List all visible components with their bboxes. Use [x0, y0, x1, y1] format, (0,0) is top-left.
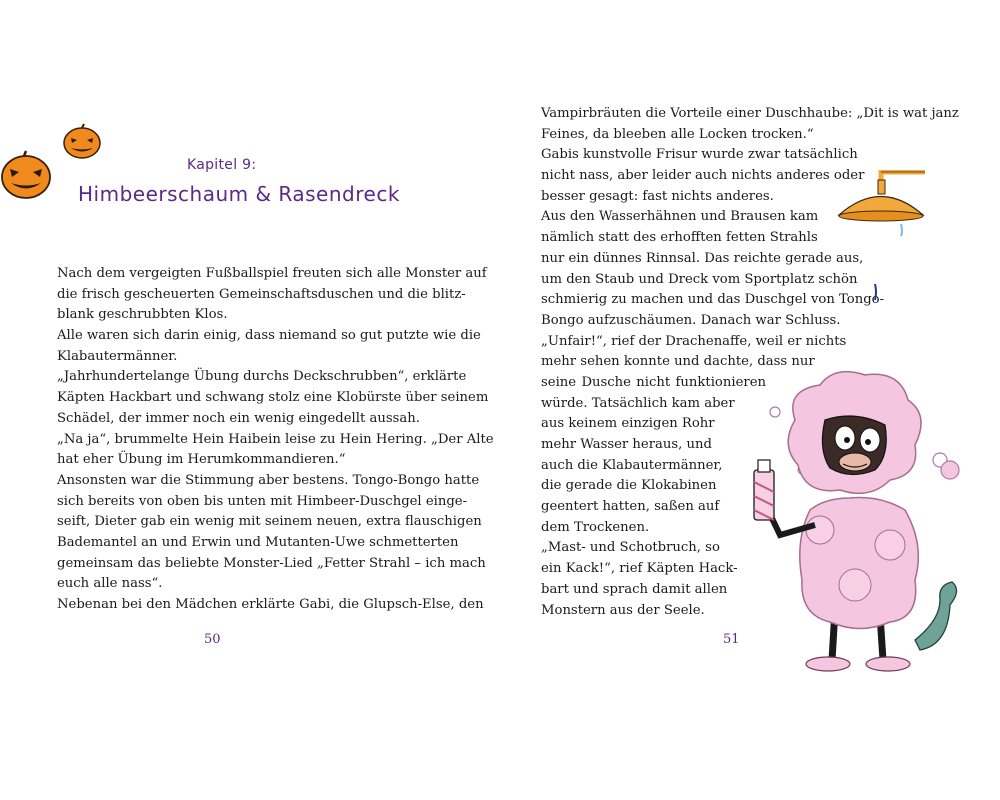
- text-line: „Jahrhundertelange Übung durchs Deckschrubben“, erklärte: [57, 369, 467, 385]
- text-line: besser gesagt: fast nichts anderes.: [541, 188, 774, 204]
- text-line: würde. Tatsächlich kam aber: [541, 395, 735, 411]
- left-page-body-text: [57, 264, 494, 616]
- text-line: euch alle nass“.: [57, 576, 163, 592]
- text-line: die frisch gescheuerten Gemeinschaftsduschen und die blitz-: [57, 286, 466, 302]
- text-line: „Unfair!“, rief der Drachenaffe, weil er nichts: [541, 333, 847, 349]
- text-line: Bongo aufzuschäumen. Danach war Schluss.: [541, 312, 841, 328]
- text-line: sich bereits von oben bis unten mit Himbeer-Duschgel einge-: [57, 493, 468, 509]
- page-number: 51: [723, 632, 740, 647]
- pumpkin-icon: [0, 150, 52, 200]
- page-number: 50: [204, 632, 221, 647]
- chapter-title: Himbeerschaum & Rasendreck: [78, 182, 400, 206]
- chapter-label: Kapitel 9:: [187, 157, 257, 173]
- text-line: nicht nass, aber leider auch nichts anderes oder: [541, 168, 865, 184]
- text-line: Schädel, der immer noch ein wenig eingedellt aussah.: [57, 410, 420, 426]
- text-line: Käpten Hackbart und schwang stolz eine Klobürste über seinem: [57, 390, 489, 406]
- shower-head-icon: [833, 170, 925, 310]
- text-line: nur ein dünnes Rinnsal. Das reichte gerade aus,: [541, 250, 864, 266]
- text-line: ein Kack!“, rief Käpten Hack-: [541, 561, 738, 577]
- text-line: „Mast- und Schotbruch, so: [541, 540, 720, 556]
- text-line: auch die Klabautermänner,: [541, 457, 723, 473]
- text-line: Nach dem vergeigten Fußballspiel freuten sich alle Monster auf: [57, 266, 487, 281]
- text-line: bart und sprach damit allen: [541, 581, 728, 597]
- text-line: mehr sehen konnte und dachte, dass nur: [541, 354, 815, 370]
- text-line: hat eher Übung im Herumkommandieren.“: [57, 452, 346, 468]
- text-line: Vampirbräuten die Vorteile einer Duschhaube: „Dit is wat janz: [541, 106, 959, 121]
- text-line: die gerade die Klokabinen: [541, 478, 717, 494]
- text-line: seine Dusche nicht funktionieren: [541, 374, 766, 390]
- text-line: Monstern aus der Seele.: [541, 602, 705, 618]
- text-line: um den Staub und Dreck vom Sportplatz schön: [541, 271, 858, 287]
- text-line: nämlich statt des erhofften fetten Strahls: [541, 230, 818, 246]
- text-line: Nebenan bei den Mädchen erklärte Gabi, die Glupsch-Else, den: [57, 597, 484, 612]
- text-line: Ansonsten war die Stimmung aber bestens. Tongo-Bongo hatte: [57, 472, 480, 488]
- text-line: Gabis kunstvolle Frisur wurde zwar tatsächlich: [541, 147, 858, 163]
- text-line: geentert hatten, saßen auf: [541, 499, 720, 515]
- text-line: seift, Dieter gab ein wenig mit seinem neuen, extra flauschigen: [57, 514, 482, 530]
- text-line: aus keinem einzigen Rohr: [541, 416, 715, 432]
- right-page: [500, 0, 1000, 800]
- text-line: gemeinsam das beliebte Monster-Lied „Fetter Strahl – ich mach: [57, 555, 486, 571]
- text-line: dem Trockenen.: [541, 519, 650, 535]
- text-line: „Na ja“, brummelte Hein Haibein leise zu Hein Hering. „Der Alte: [57, 431, 494, 447]
- text-line: mehr Wasser heraus, und: [541, 437, 712, 452]
- text-line: Klabautermänner.: [57, 348, 178, 364]
- text-line: Bademantel an und Erwin und Mutanten-Uwe schmetterten: [57, 534, 459, 550]
- text-line: blank geschrubbten Klos.: [57, 307, 228, 323]
- foam-covered-monkey-illustration: [740, 360, 970, 690]
- text-line: Aus den Wasserhähnen und Brausen kam: [541, 209, 819, 225]
- text-line: Feines, da bleeben alle Locken trocken.“: [541, 126, 814, 142]
- text-line: Alle waren sich darin einig, dass niemand so gut putzte wie die: [57, 328, 481, 344]
- text-line: schmierig zu machen und das Duschgel von Tongo-: [541, 292, 885, 308]
- pumpkin-icon: [62, 123, 102, 159]
